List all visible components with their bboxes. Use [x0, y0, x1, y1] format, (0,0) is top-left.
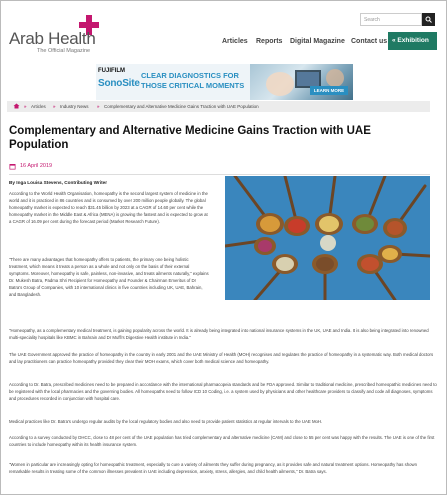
nav-articles[interactable]: Articles	[222, 38, 248, 45]
search-input[interactable]: Search	[360, 13, 422, 26]
ad-brand-fujifilm: FUJIFILM	[98, 68, 125, 74]
article-paragraph: According to Dr. Batra, prescribed medicines need to be prepared in accordance with the international pharmacopeia standards and be FDA approved. Similar to traditional medicine, prescribed homeopathic medicines need to be registered with the local pharmacies and the governing bodies. All homeopaths need to follow ICD 10 Coding, i.e. a system used by physicians and other healthcare providers to classify and code all diagnoses, symptoms and procedures recorded in conjunction with hospital care.	[9, 382, 437, 401]
article-paragraph: Medical practices like Dr. Batra's undergo regular audits by the local regulatory bodies and also need to provide patient statistics at regular intervals to the UAE MoH.	[9, 419, 323, 424]
breadcrumb-current: Complementary and Alternative Medicine Gains Traction with UAE Population	[104, 104, 259, 109]
article-date: 16 April 2019	[20, 163, 53, 169]
article-paragraph: According to the World Health Organisation, homeopathy is the second largest system of medicine in the world and it is practiced in 86 countries and is consumed by over 200 million people globally. The global homeopathy market is expected to reach $31.45 billion by 2023 at a CAGR of 14.60 per cent while the homeopathy market in the Middle East & Africa (MENA) is growing the fastest and is expected to grow at a CAGR of 16.09 per cent during the forecast period (Market Research Future).	[9, 191, 208, 224]
ad-banner[interactable]	[96, 64, 353, 100]
breadcrumb-industry-news[interactable]: Industry News	[60, 104, 89, 109]
logo-subtitle: The Official Magazine	[37, 48, 91, 54]
article-paragraph: "Homeopathy, as a complementary medical treatment, is gaining popularity across the world. It is already being integrated into national insurance systems in the UK, UAE and India. It is also being integrated into renowned multi-speciality hospitals like KBMC in Bahrain and Dr Muffi's Digestive Health institute in India."	[9, 328, 429, 340]
home-icon[interactable]	[13, 103, 20, 110]
search-icon	[425, 16, 432, 23]
breadcrumb	[7, 101, 430, 112]
search-button[interactable]	[422, 13, 435, 26]
article-paragraph: According to a survey conducted by DHCC, close to 48 per cent of the UAE population has tried complementary and alternative medicine (CAM) and close to 55 per cent was happy with the results. The UAE is one of the first countries to include homeopathy within its health insurance system.	[9, 435, 435, 447]
article-byline: By Inga Louisa Stevens, Contributing Writer	[9, 180, 108, 185]
article-paragraph: "Women in particular are increasingly opting for homeopathic treatment, especially to cure a variety of ailments they suffer during pregnancy, as it provides safe and natural treatment options. Homeopathy has shown remarkable results in treating some of the common illnesses prevalent in UAE including depression, anxiety, stress, allergies, and child health ailments," Dr. Batra says.	[9, 462, 418, 474]
exhibition-button[interactable]: « Exhibition	[388, 32, 437, 50]
logo-name: Arab Health	[9, 29, 96, 48]
ad-headline-1: CLEAR DIAGNOSTICS FOR	[141, 71, 239, 80]
article-paragraph: "There are many advantages that homeopathy offers to patients, the primary one being holistic treatment, which means it treats a person as a whole and not only on the basis of their external symptoms. Moreover, homeopathy is safe, painless, non-invasive, and treats ailments naturally," explains Dr. Mukesh Batra, Padma Shri Recipient for Homeopathy and Founder & Chairman Emeritus of Dr Batra's Group of Companies, with 10 international clinics in five countries including UK, UAE, Bahrain, and Bangladesh.	[9, 257, 209, 297]
ad-headline-2: THOSE CRITICAL MOMENTS	[141, 81, 245, 90]
breadcrumb-articles[interactable]: Articles	[31, 104, 46, 109]
nav-digital-magazine[interactable]: Digital Magazine	[290, 38, 345, 45]
calendar-icon	[9, 163, 16, 170]
nav-contact-us[interactable]: Contact us	[351, 38, 388, 45]
breadcrumb-separator-icon: »	[97, 104, 100, 109]
breadcrumb-separator-icon: »	[53, 104, 56, 109]
article-date-row	[9, 163, 430, 175]
article-image	[225, 176, 430, 300]
breadcrumb-separator-icon: »	[24, 104, 27, 109]
article-paragraph: The UAE Government approved the practice of homeopathy in the country in early 2001 and the UAE Ministry of Health (MOH) recognises and regulates the practice of homeopathy in a systematic way. Both medical doctors and lay practitioners can practice homeopathy provided they clear their MOH exams, which cover both medical science and homeopathy.	[9, 352, 434, 364]
nav-reports[interactable]: Reports	[256, 38, 283, 45]
article-title: Complementary and Alternative Medicine Gains Traction with UAE Population	[9, 125, 371, 151]
ad-learn-more-button[interactable]: LEARN MORE	[310, 86, 348, 95]
ad-brand-sonosite: SonoSite	[98, 78, 140, 89]
